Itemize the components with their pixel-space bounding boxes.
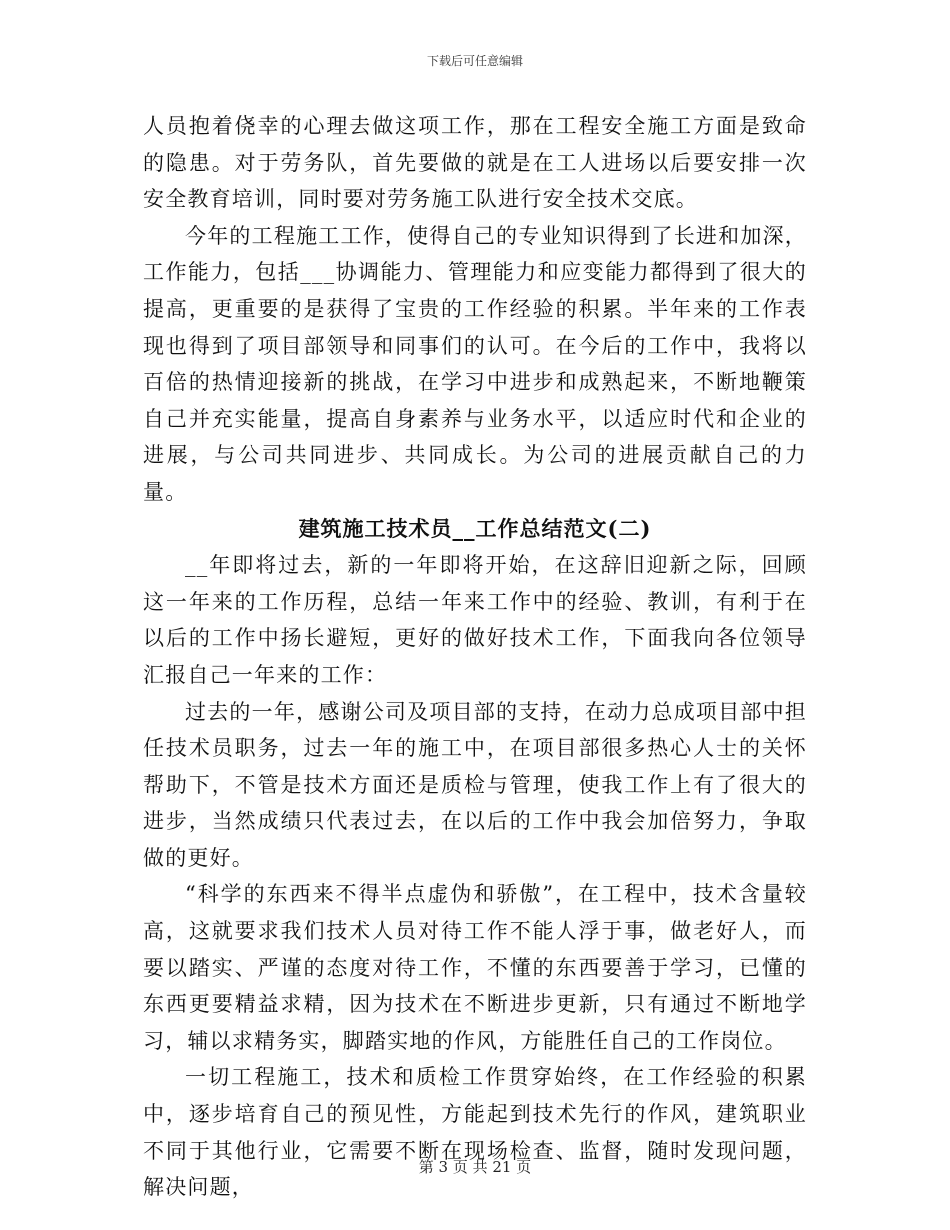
- paragraph: 一切工程施工，技术和质检工作贯穿始终，在工作经验的积累中，逐步培育自己的预见性，方能起到技术先行的作风，建筑职业不同于其他行业，它需要不断在现场检查、监督，随时发现问题，解决问题，: [143, 1065, 807, 1200]
- paragraph-continued: 人员抱着侥幸的心理去做这项工作，那在工程安全施工方面是致命的隐患。对于劳务队，首先要做的就是在工人进场以后要安排一次安全教育培训，同时要对劳务施工队进行安全技术交底。: [143, 114, 807, 212]
- page-number: 第 3 页 共 21 页: [418, 1158, 532, 1176]
- page-header: 下载后可任意编辑: [426, 54, 523, 68]
- paragraph: “科学的东西来不得半点虚伪和骄傲”，在工程中，技术含量较高，这就要求我们技术人员对待工作不能人浮于事，做老好人，而要以踏实、严谨的态度对待工作，不懂的东西要善于学习，已懂的东西更要精益求精，因为技术在不断进步更新，只有通过不断地学习，辅以求精务实，脚踏实地的作风，方能胜任自己的工作岗位。: [143, 882, 807, 1053]
- paragraph: 今年的工程施工工作，使得自己的专业知识得到了长进和加深，工作能力，包括___协调能力、管理能力和应变能力都得到了很大的提高，更重要的是获得了宝贵的工作经验的积累。半年来的工作表现也得到了项目部领导和同事们的认可。在今后的工作中，我将以百倍的热情迎接新的挑战，在学习中进步和成熟起来，不断地鞭策自己并充实能量，提高自身素养与业务水平，以适应时代和企业的进展，与公司共同进步、共同成长。为公司的进展贡献自己的力量。: [143, 223, 807, 504]
- paragraph: __年即将过去，新的一年即将开始，在这辞旧迎新之际，回顾这一年来的工作历程，总结一年来工作中的经验、教训，有利于在以后的工作中扬长避短，更好的做好技术工作，下面我向各位领导汇报自己一年来的工作：: [143, 553, 807, 687]
- section-title: 建筑施工技术员__工作总结范文(二): [298, 515, 652, 541]
- document-body: [143, 108, 807, 1206]
- paragraph: 过去的一年，感谢公司及项目部的支持，在动力总成项目部中担任技术员职务，过去一年的施工中，在项目部很多热心人士的关怀帮助下，不管是技术方面还是质检与管理，使我工作上有了很大的进步，当然成绩只代表过去，在以后的工作中我会加倍努力，争取做的更好。: [143, 699, 807, 870]
